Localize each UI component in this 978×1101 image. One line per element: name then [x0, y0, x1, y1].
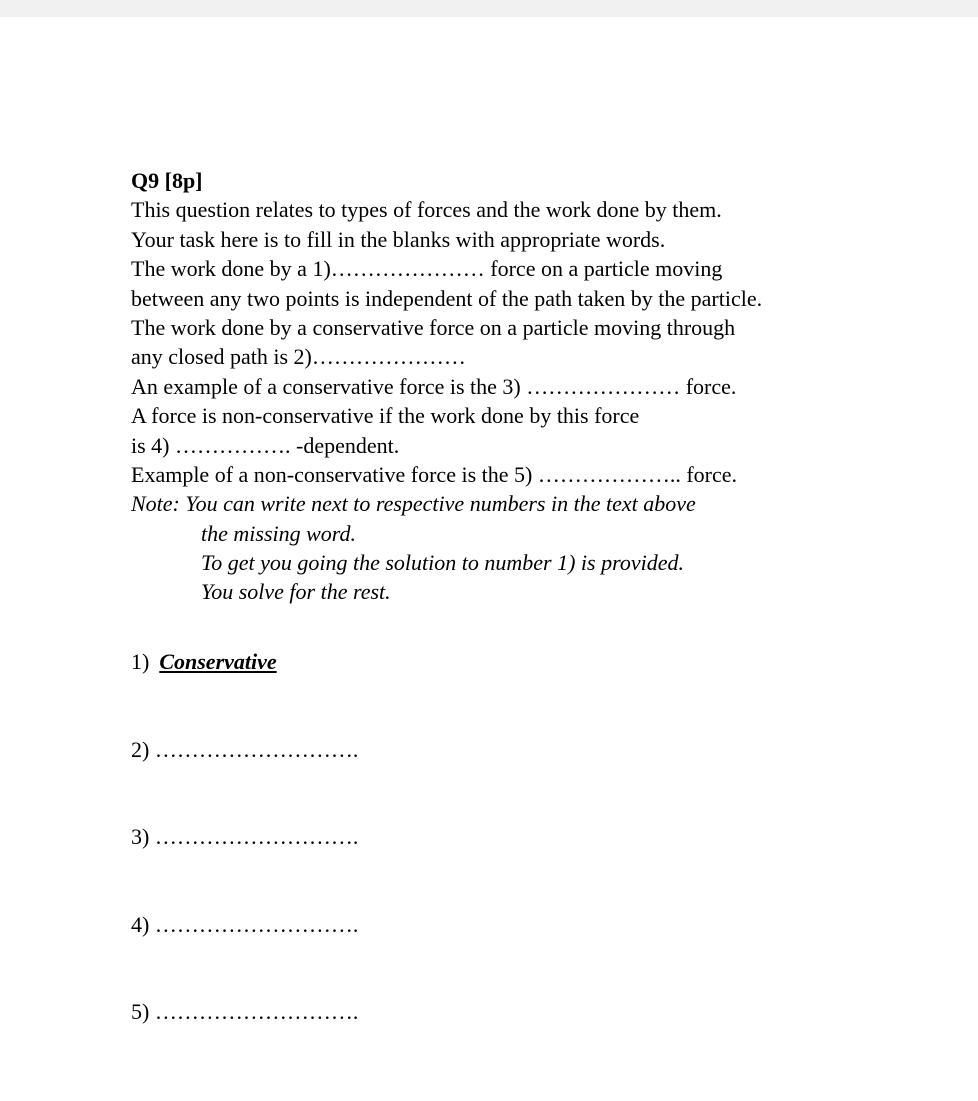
- answer-2[interactable]: [131, 735, 358, 764]
- answer-number: 3): [131, 824, 150, 849]
- answer-blank[interactable]: ……………………….: [154, 737, 359, 762]
- question-line: Example of a non-conservative force is the 5) ……………….. force.: [131, 461, 738, 487]
- question-line: A force is non-conservative if the work done by this force: [131, 403, 640, 429]
- answer-blank[interactable]: ……………………….: [154, 912, 359, 937]
- question-line: An example of a conservative force is the 3) ………………… force.: [131, 373, 737, 399]
- question-title: Q9 [8p]: [131, 168, 203, 193]
- answer-number: 5): [131, 999, 150, 1024]
- answer-blank[interactable]: ……………………….: [154, 999, 359, 1024]
- answer-blank[interactable]: ……………………….: [154, 824, 359, 849]
- question-line: This question relates to types of forces and the work done by them.: [131, 197, 722, 223]
- note-line: To get you going the solution to number 1) is provided.: [201, 550, 684, 576]
- note-line: You solve for the rest.: [201, 579, 391, 605]
- question-line: The work done by a 1)………………… force on a particle moving: [131, 256, 723, 282]
- answer-1: [131, 647, 277, 676]
- top-bar: [0, 0, 978, 17]
- answer-solution: Conservative: [159, 649, 277, 674]
- question-line: is 4) ……………. -dependent.: [131, 432, 400, 458]
- question-line: The work done by a conservative force on a particle moving through: [131, 314, 736, 340]
- question-line: Your task here is to fill in the blanks with appropriate words.: [131, 226, 666, 252]
- answer-3[interactable]: [131, 822, 358, 851]
- answer-number: 4): [131, 912, 150, 937]
- question-line: any closed path is 2)…………………: [131, 344, 466, 370]
- answer-number: 2): [131, 737, 150, 762]
- answer-number: 1): [131, 649, 150, 674]
- question-block: [131, 166, 931, 607]
- note-line: Note: You can write next to respective numbers in the text above: [131, 491, 696, 517]
- question-line: between any two points is independent of the path taken by the particle.: [131, 285, 763, 311]
- answer-4[interactable]: [131, 910, 358, 939]
- answer-5[interactable]: [131, 997, 358, 1026]
- note-line: the missing word.: [201, 520, 357, 546]
